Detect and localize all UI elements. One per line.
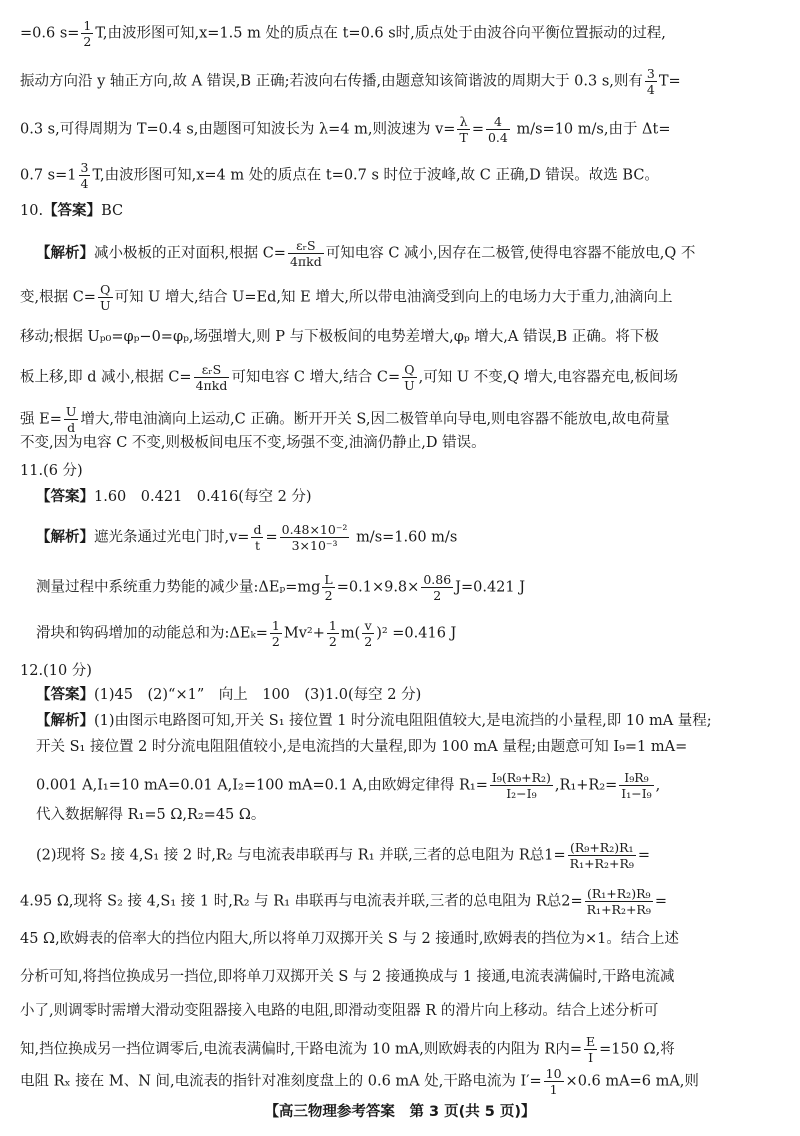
text: 可知 U 增大,结合 U=Ed,知 E 增大,所以带电油滴受到向上的电场力大于重力,油滴向上 bbox=[114, 289, 673, 306]
text: m/s=10 m/s,由于 Δt= bbox=[516, 121, 671, 138]
text: 不变,因为电容 C 不变,则极板间电压不变,场强不变,油滴仍静止,D 错误。 bbox=[20, 435, 486, 451]
page-number: 第 3 页(共 5 页)】 bbox=[409, 1104, 536, 1120]
denominator: I bbox=[588, 1050, 594, 1065]
fraction bbox=[327, 618, 339, 649]
text: = bbox=[637, 847, 651, 864]
q12-line-6 bbox=[20, 886, 780, 917]
q10-line-1 bbox=[36, 238, 780, 269]
q9-line-3 bbox=[20, 114, 780, 145]
text: 强 E= bbox=[20, 411, 62, 428]
text: 4.95 Ω,现将 S₂ 接 4,S₁ 接 1 时,R₂ 与 R₁ 串联再与电流表并联,三者的总电阻为 R总2= bbox=[20, 893, 583, 910]
text: m( bbox=[340, 625, 361, 642]
q12-line-4 bbox=[36, 804, 780, 826]
q10-line-6 bbox=[20, 432, 780, 454]
numerator: 0.86 bbox=[423, 572, 452, 587]
denominator: 3×10⁻³ bbox=[291, 538, 338, 553]
q11-line-2 bbox=[36, 572, 780, 603]
answer-value: 1.60 0.421 0.416(每空 2 分) bbox=[94, 489, 312, 505]
denominator: 1 bbox=[549, 1082, 558, 1097]
denominator: t bbox=[254, 538, 260, 553]
answer-tag: 【答案】 bbox=[43, 203, 102, 219]
text: Mv²+ bbox=[283, 625, 325, 642]
q11-heading bbox=[20, 460, 83, 482]
denominator: 2 bbox=[83, 34, 92, 49]
fraction bbox=[270, 618, 282, 649]
text: 0.7 s=1 bbox=[20, 167, 77, 184]
analysis-tag: 【解析】 bbox=[36, 529, 94, 546]
answer-tag: 【答案】 bbox=[36, 489, 94, 505]
q9-line-2 bbox=[20, 66, 780, 97]
fraction bbox=[568, 840, 636, 871]
fraction bbox=[288, 238, 324, 269]
fraction bbox=[402, 362, 417, 393]
text: , bbox=[655, 777, 661, 794]
text: 分析可知,将挡位换成另一挡位,即将单刀双掷开关 S 与 2 接通换成与 1 接通,电流表满偏时,干路电流减 bbox=[20, 969, 675, 985]
q12-line-10 bbox=[20, 1034, 780, 1065]
denominator: I₂−I₉ bbox=[506, 786, 537, 801]
q12-line-9 bbox=[20, 1000, 780, 1022]
denominator: 4 bbox=[646, 82, 655, 97]
fraction bbox=[280, 522, 350, 553]
numerator: Q bbox=[402, 362, 417, 378]
text: ,可知 U 不变,Q 增大,电容器充电,板间场 bbox=[418, 369, 679, 386]
text: T= bbox=[658, 73, 681, 90]
analysis-tag: 【解析】 bbox=[36, 245, 94, 262]
numerator: εᵣS bbox=[194, 362, 230, 378]
numerator: 1 bbox=[271, 618, 280, 633]
fraction bbox=[81, 18, 93, 49]
denominator: R₁+R₂+R₉ bbox=[569, 856, 634, 871]
q11-line-3 bbox=[36, 618, 780, 649]
answer-tag: 【答案】 bbox=[36, 687, 94, 703]
text: )² =0.416 J bbox=[376, 625, 457, 642]
numerator: v bbox=[362, 618, 374, 634]
q12-line-2 bbox=[36, 736, 780, 758]
numerator: λ bbox=[457, 114, 469, 130]
text: J=0.421 J bbox=[455, 579, 526, 596]
text: ,R₁+R₂= bbox=[554, 777, 618, 794]
text: 0.001 A,I₁=10 mA=0.01 A,I₂=100 mA=0.1 A,由欧姆定律得 R₁= bbox=[36, 777, 488, 794]
numerator: Q bbox=[98, 282, 113, 298]
denominator: T bbox=[459, 130, 468, 145]
numerator: (R₁+R₂)R₉ bbox=[585, 886, 653, 902]
denominator: d bbox=[67, 420, 76, 435]
text: 知,挡位换成另一挡位调零后,电流表满偏时,干路电流为 10 mA,则欧姆表的内阻为 R内= bbox=[20, 1041, 582, 1058]
fraction bbox=[585, 886, 653, 917]
text: T,由波形图可知,x=4 m 处的质点在 t=0.7 s 时位于波峰,故 C 正确,D 错误。故选 BC。 bbox=[92, 167, 659, 184]
text: 45 Ω,欧姆表的倍率大的挡位内阻大,所以将单刀双掷开关 S 与 2 接通时,欧姆表的挡位为×1。结合上述 bbox=[20, 931, 679, 947]
text: 变,根据 C= bbox=[20, 289, 96, 306]
q12-line-8 bbox=[20, 966, 780, 988]
fraction bbox=[362, 618, 374, 649]
text: = bbox=[654, 893, 668, 910]
fraction bbox=[490, 770, 553, 801]
denominator: 2 bbox=[328, 634, 337, 649]
text: 电阻 Rₓ 接在 M、N 间,电流表的指针对准刻度盘上的 0.6 mA 处,干路电流为 I′= bbox=[20, 1073, 542, 1090]
text: 遮光条通过光电门时,v= bbox=[94, 529, 250, 546]
numerator: E bbox=[586, 1034, 596, 1049]
numerator: L bbox=[324, 572, 333, 587]
numerator: 3 bbox=[80, 160, 89, 175]
footer-title: 【高三物理参考答案 bbox=[264, 1104, 395, 1120]
numerator: εᵣS bbox=[288, 238, 324, 254]
fraction bbox=[194, 362, 230, 393]
text: 移动;根据 Uₚ₀=φₚ−0=φₚ,场强增大,则 P 与下极板间的电势差增大,φₚ 增大,A 错误,B 正确。将下极 bbox=[20, 329, 659, 345]
fraction bbox=[251, 522, 263, 553]
numerator: 0.48×10⁻² bbox=[281, 522, 348, 537]
text: 0.3 s,可得周期为 T=0.4 s,由题图可知波长为 λ=4 m,则波速为 v= bbox=[20, 121, 456, 138]
text: 12.(10 分) bbox=[20, 663, 92, 679]
text: 测量过程中系统重力势能的减少量:ΔEₚ=mg bbox=[36, 579, 321, 596]
text: 板上移,即 d 减小,根据 C= bbox=[20, 369, 192, 386]
text: = bbox=[265, 529, 278, 546]
numerator: 1 bbox=[83, 18, 92, 33]
text: 减小极板的正对面积,根据 C= bbox=[94, 245, 286, 262]
denominator: I₁−I₉ bbox=[621, 786, 652, 801]
fraction bbox=[486, 114, 510, 145]
denominator: 2 bbox=[433, 588, 442, 603]
q10-answer bbox=[20, 200, 123, 222]
q12-line-7 bbox=[20, 928, 780, 950]
text: T,由波形图可知,x=1.5 m 处的质点在 t=0.6 s时,质点处于由波谷向平衡位置振动的过程, bbox=[95, 25, 666, 42]
text: 振动方向沿 y 轴正方向,故 A 错误,B 正确;若波向右传播,由题意知该简谐波的周期大于 0.3 s,则有 bbox=[20, 73, 643, 90]
text: m/s=1.60 m/s bbox=[356, 529, 458, 546]
q12-line-11 bbox=[20, 1066, 780, 1097]
text: 开关 S₁ 接位置 2 时分流电阻阻值较小,是电流挡的大量程,即为 100 mA 量程;由题意可知 I₉=1 mA= bbox=[36, 739, 688, 755]
numerator: d bbox=[253, 522, 262, 537]
numerator: U bbox=[65, 404, 77, 419]
denominator: 0.4 bbox=[487, 130, 508, 145]
fraction bbox=[544, 1066, 564, 1097]
text: 可知电容 C 增大,结合 C= bbox=[231, 369, 401, 386]
denominator: 2 bbox=[364, 634, 373, 649]
q12-answer bbox=[36, 684, 780, 706]
fraction bbox=[98, 282, 113, 313]
text: 代入数据解得 R₁=5 Ω,R₂=45 Ω。 bbox=[36, 807, 266, 823]
denominator: 4 bbox=[80, 176, 89, 191]
text: 小了,则调零时需增大滑动变阻器接入电路的电阻,即滑动变阻器 R 的滑片向上移动。结合上述分析可 bbox=[20, 1003, 659, 1019]
fraction bbox=[421, 572, 453, 603]
text: =0.6 s= bbox=[20, 25, 80, 42]
fraction bbox=[64, 404, 79, 435]
fraction bbox=[645, 66, 657, 97]
numerator: 1 bbox=[328, 618, 337, 633]
text: 增大,带电油滴向上运动,C 正确。断开开关 S,因二极管单向导电,则电容器不能放电,故电荷量 bbox=[80, 411, 670, 428]
fraction bbox=[457, 114, 469, 145]
page-footer bbox=[0, 1100, 800, 1121]
denominator: R₁+R₂+R₉ bbox=[586, 902, 651, 917]
q10-line-4 bbox=[20, 362, 780, 393]
q12-line-1 bbox=[36, 710, 780, 732]
text: (2)现将 S₂ 接 4,S₁ 接 2 时,R₂ 与电流表串联再与 R₁ 并联,三者的总电阻为 R总1= bbox=[36, 847, 566, 864]
q12-line-5 bbox=[36, 840, 780, 871]
q9-line-1 bbox=[20, 18, 780, 49]
question-number: 10. bbox=[20, 203, 44, 219]
text: 11.(6 分) bbox=[20, 463, 83, 479]
fraction bbox=[79, 160, 91, 191]
q10-line-5 bbox=[20, 404, 780, 435]
numerator: 4 bbox=[486, 114, 510, 130]
denominator: 2 bbox=[271, 634, 280, 649]
analysis-tag: 【解析】 bbox=[36, 713, 94, 729]
numerator: 3 bbox=[646, 66, 655, 81]
fraction bbox=[619, 770, 653, 801]
text: (1)由图示电路图可知,开关 S₁ 接位置 1 时分流电阻阻值较大,是电流挡的小量程,即 10 mA 量程; bbox=[94, 713, 712, 729]
text: =150 Ω,将 bbox=[599, 1041, 675, 1058]
text: =0.1×9.8× bbox=[336, 579, 420, 596]
numerator: I₉R₉ bbox=[619, 770, 653, 786]
denominator: U bbox=[99, 298, 111, 313]
q11-answer bbox=[36, 486, 780, 508]
denominator: 4πkd bbox=[289, 254, 322, 269]
text: 可知电容 C 减小,因存在二极管,使得电容器不能放电,Q 不 bbox=[325, 245, 696, 262]
q12-heading bbox=[20, 660, 92, 682]
q10-line-3 bbox=[20, 326, 780, 348]
fraction bbox=[584, 1034, 597, 1065]
numerator: I₉(R₉+R₂) bbox=[491, 770, 551, 785]
answer-value: (1)45 (2)“×1” 向上 100 (3)1.0(每空 2 分) bbox=[94, 687, 422, 703]
denominator: 2 bbox=[324, 588, 333, 603]
answer-value: BC bbox=[101, 203, 124, 219]
denominator: 4πkd bbox=[195, 378, 228, 393]
q11-line-1 bbox=[36, 522, 780, 553]
q9-line-4 bbox=[20, 160, 780, 191]
denominator: U bbox=[404, 378, 415, 393]
numerator: (R₉+R₂)R₁ bbox=[568, 840, 636, 856]
q10-line-2 bbox=[20, 282, 780, 313]
numerator: 10 bbox=[545, 1066, 562, 1081]
text: = bbox=[471, 121, 484, 138]
q12-line-3 bbox=[36, 770, 780, 801]
fraction bbox=[322, 572, 334, 603]
text: ×0.6 mA=6 mA,则 bbox=[565, 1073, 699, 1090]
text: 滑块和钩码增加的动能总和为:ΔEₖ= bbox=[36, 625, 268, 642]
